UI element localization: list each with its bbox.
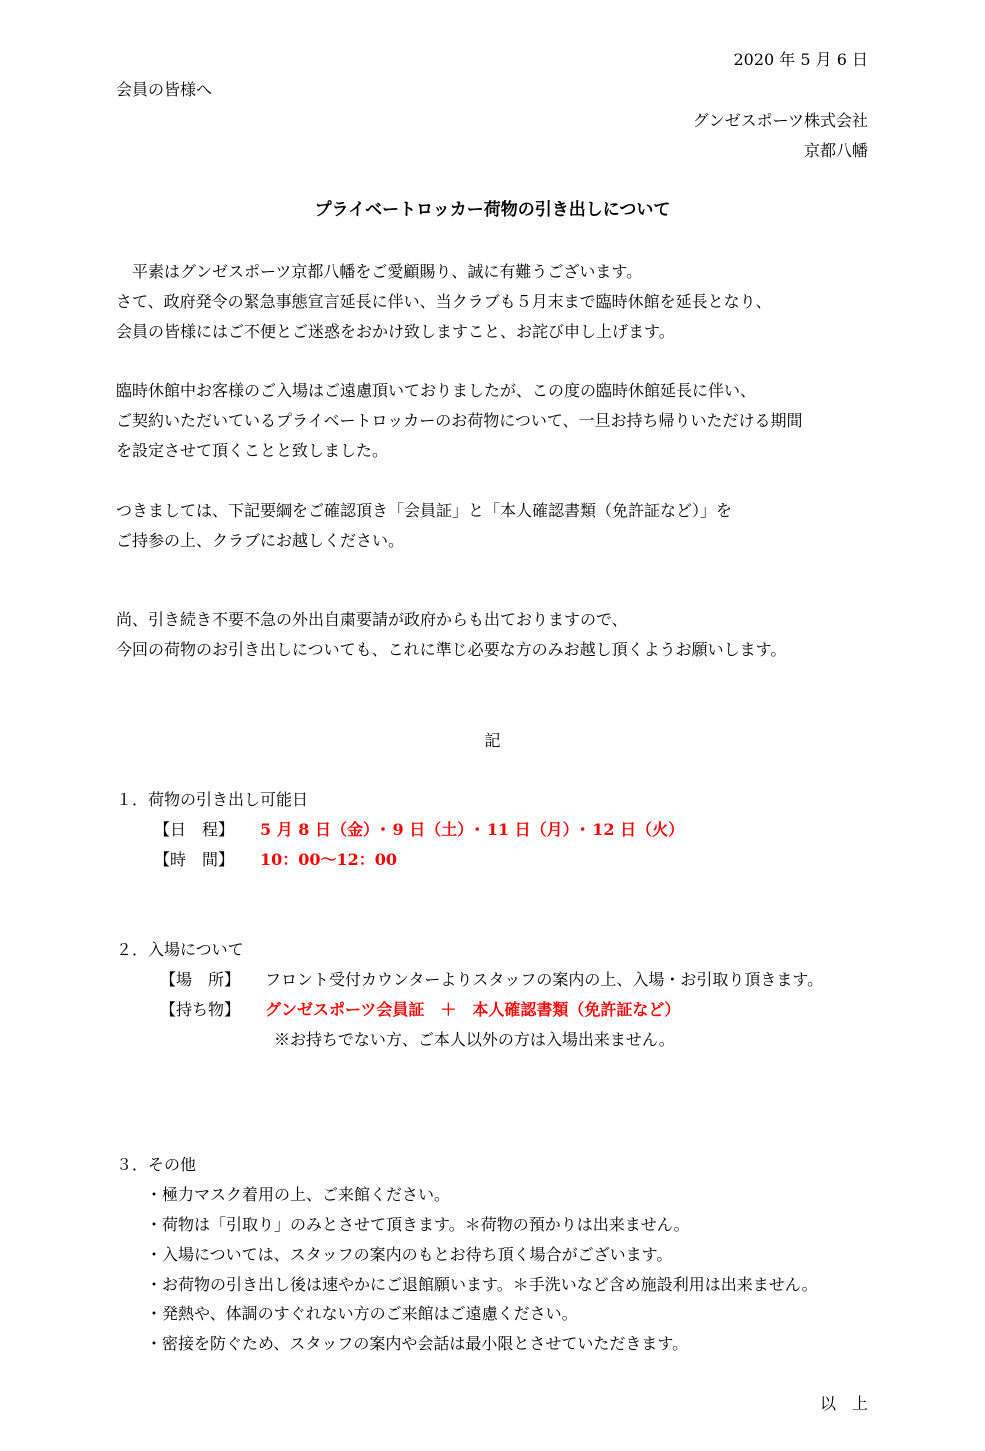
other-item: ・極力マスク着用の上、ご来館ください。	[146, 1185, 451, 1204]
section3-heading: ３．その他	[116, 1155, 197, 1174]
other-item: ・荷物は「引取り」のみとさせて頂きます。＊荷物の預かりは出来ません。	[146, 1215, 690, 1234]
items-value: グンゼスポーツ会員証 ＋ 本人確認書類（免許証など）	[265, 1000, 681, 1019]
paragraph-line: つきましては、下記要綱をご確認頂き「会員証」と「本人確認書類（免許証など）」を	[116, 501, 733, 520]
paragraph-line: ご持参の上、クラブにお越しください。	[116, 531, 405, 550]
ki-marker: 記	[484, 731, 501, 750]
company-name: グンゼスポーツ株式会社	[692, 111, 868, 130]
paragraph-line: 尚、引き続き不要不急の外出自粛要請が政府からも出ておりますので、	[116, 610, 628, 629]
paragraph-line: 平素はグンゼスポーツ京都八幡をご愛顧賜り、誠に有難うございます。	[132, 262, 643, 281]
items-note: ※お持ちでない方、ご本人以外の方は入場出来ません。	[274, 1030, 675, 1049]
paragraph-line: 臨時休館中お客様のご入場はご遠慮頂いておりましたが、この度の臨時休館延長に伴い、	[116, 381, 757, 400]
paragraph-line: を設定させて頂くことと致しました。	[116, 441, 389, 460]
document-title: プライベートロッカー荷物の引き出しについて	[314, 200, 671, 220]
document-date: 2020 年 5 月 6 日	[733, 50, 868, 69]
other-item: ・発熱や、体調のすぐれない方のご来館はご遠慮ください。	[146, 1304, 578, 1323]
section2-heading: ２．入場について	[116, 940, 244, 959]
section1-heading: １．荷物の引き出し可能日	[116, 790, 309, 809]
other-item: ・入場については、スタッフの案内のもとお待ち頂く場合がございます。	[146, 1245, 673, 1264]
items-label: 【持ち物】	[160, 1000, 241, 1019]
schedule-label: 【日 程】	[154, 820, 235, 839]
paragraph-line: 会員の皆様にはご不便とご迷惑をおかけ致しますこと、お詫び申し上げます。	[116, 322, 675, 341]
place-label: 【場 所】	[160, 970, 241, 989]
time-value: 10：00〜12：00	[260, 850, 398, 869]
paragraph-line: ご契約いただいているプライベートロッカーのお荷物について、一旦お持ち帰りいただける期間	[116, 411, 803, 430]
schedule-value: 5 月 8 日（金）･ 9 日（土）･ 11 日（月）･ 12 日（火）	[260, 820, 685, 839]
place-value: フロント受付カウンターよりスタッフの案内の上、入場・お引取り頂きます。	[265, 970, 824, 989]
closing-mark: 以 上	[819, 1394, 868, 1413]
branch-name: 京都八幡	[803, 141, 868, 160]
time-label: 【時 間】	[154, 850, 235, 869]
other-item: ・お荷物の引き出し後は速やかにご退館願います。＊手洗いなど含め施設利用は出来ません。	[146, 1275, 818, 1294]
recipient: 会員の皆様へ	[116, 80, 213, 99]
paragraph-line: 今回の荷物のお引き出しについても、これに準じ必要な方のみお越し頂くようお願いします。	[116, 640, 787, 659]
paragraph-line: さて、政府発令の緊急事態宣言延長に伴い、当クラブも５月末まで臨時休館を延長となり、	[116, 292, 772, 311]
other-item: ・密接を防ぐため、スタッフの案内や会話は最小限とさせていただきます。	[146, 1334, 689, 1353]
